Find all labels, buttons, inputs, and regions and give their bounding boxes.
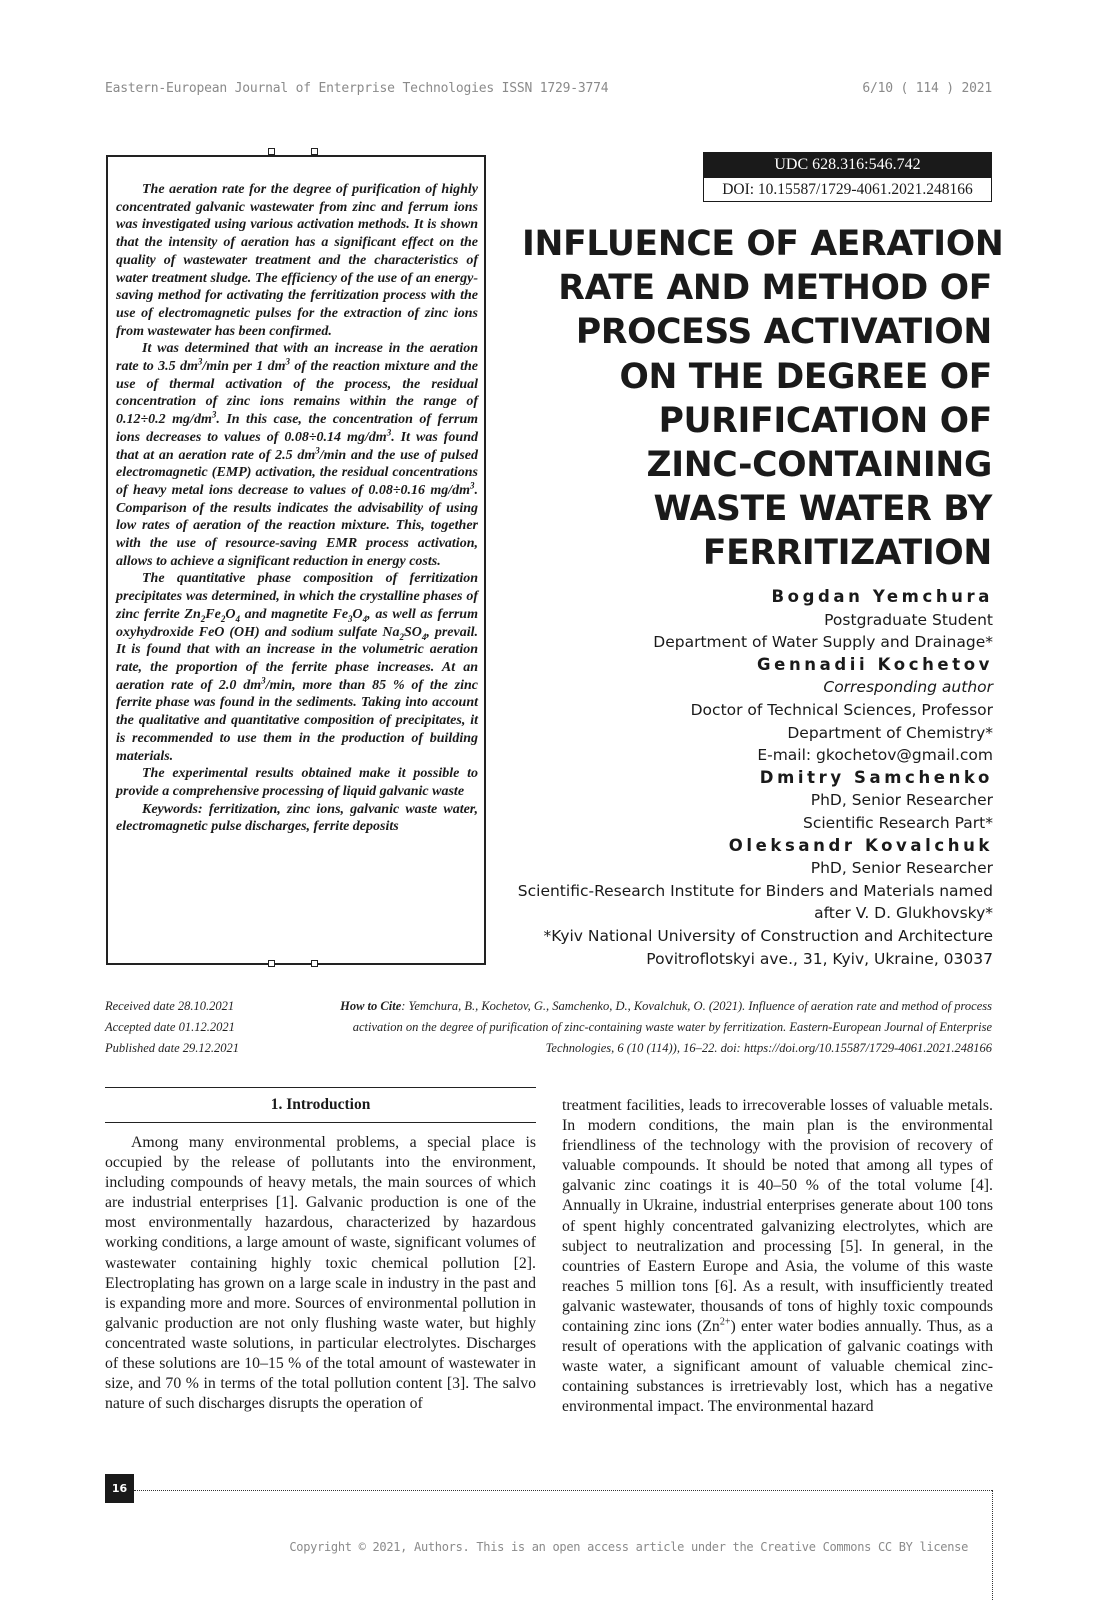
author-position: Postgraduate Student <box>824 610 993 629</box>
author-email[interactable]: E-mail: gkochetov@gmail.com <box>757 746 993 765</box>
frame-ornament <box>268 960 275 967</box>
frame-ornament <box>311 960 318 967</box>
abstract-paragraph: The quantitative phase composition of ferritization precipitates was determined, in which the crystalline phases of zinc ferrite $Zn_2Fe_2O_4$ and magnetite $Fe_3O_4$, as well as ferrum oxyhydroxide FeO (OH) and sodium sulfate $Na_2SO_4$, prevail. It is found that with an increase in the volumetric aeration rate, the proportion of the ferrite phase increases. At an aeration rate of 2.0 $dm^3/\min$, more than 85 % of the zinc ferrite phase was found in the sediments. Taking into account the qualitative and quantitative composition of precipitates, it is recommended to use them in the production of building materials. <box>116 571 478 764</box>
udc-badge: UDC 628.316:546.742 <box>703 152 992 177</box>
copyright-notice: Copyright © 2021, Authors. This is an open access article under the Creative Commons CC BY license <box>289 1540 968 1554</box>
title-line: ON THE DEGREE OF <box>619 356 992 397</box>
how-to-cite <box>292 996 992 1059</box>
frame-ornament <box>268 148 275 155</box>
authors-block <box>473 586 993 970</box>
title-line: PURIFICATION OF <box>658 400 992 441</box>
body-paragraph: treatment facilities, leads to irrecoverable losses of valuable metals. In modern conditions, the main plan is the environmental friendliness of the technology with the provision of recovery of valuable compounds. It should be noted that among all types of galvanic zinc coatings it is 40–50 % of the total volume [4]. Annually in Ukraine, industrial enterprises generate about 100 tons of spent highly concentrated galvanizing electrolytes, which are subject to neutralization and processing [5]. In general, in the countries of Eastern Europe and Asia, the volume of this waste reaches 5 million tons [6]. As a result, with insufficiently treated galvanic wastewater, thousands of tons of highly toxic compounds containing zinc ions $(Zn^{2+})$ enter water bodies annually. Thus, as a result of operations with the application of galvanic coatings with waste water, a significant amount of valuable chemical zinc-containing substances is irretrievably lost, which has a negative environmental impact. The environmental hazard <box>562 1097 994 1416</box>
title-line: FERRITIZATION <box>702 533 992 574</box>
citation-line: Technologies, 6 (10 (114)), 16–22. doi: https://doi.org/10.15587/1729-4061.2021.248166 <box>545 1041 992 1055</box>
journal-header: Eastern-European Journal of Enterprise Technologies ISSN 1729-3774 <box>105 81 609 96</box>
author-affiliation: after V. D. Glukhovsky* <box>814 904 993 923</box>
page-number: 16 <box>105 1474 134 1503</box>
citation-line: How to Cite: Yemchura, B., Kochetov, G., Samchenko, D., Kovalchuk, O. (2021). Influence of aeration rate and method of process <box>340 999 992 1013</box>
article-title <box>522 222 1004 576</box>
abstract-paragraph: The aeration rate for the degree of purification of highly concentrated galvanic wastewater from zinc and ferrum ions was investigated using various activation methods. It is shown that the intensity of aeration has a significant effect on the quality of wastewater treatment and the characteristics of water treatment sludge. The efficiency of the use of an energy-saving method for activating the ferritization process with the use of electromagnetic pulses for the extraction of zinc ions from wastewater has been confirmed. <box>116 182 478 339</box>
intro-column-right <box>562 1096 993 1418</box>
issue-number: 6/10 ( 114 ) 2021 <box>862 81 992 96</box>
accepted-date: Accepted date 01.12.2021 <box>105 1020 235 1034</box>
author-position: Doctor of Technical Sciences, Professor <box>690 700 993 719</box>
keywords: Keywords: ferritization, zinc ions, galvanic waste water, electromagnetic pulse discharges, ferrite deposits <box>116 801 478 835</box>
doi-link[interactable]: DOI: 10.15587/1729-4061.2021.248166 <box>703 177 992 202</box>
author-affiliation: Scientific Research Part* <box>803 813 993 832</box>
author-name: Bogdan Yemchura <box>771 587 993 606</box>
author-position: PhD, Senior Researcher <box>810 859 993 878</box>
footer-divider <box>992 1490 993 1600</box>
author-affiliation: Department of Water Supply and Drainage* <box>653 633 993 652</box>
frame-ornament <box>311 148 318 155</box>
author-name: Dmitry Samchenko <box>759 767 993 787</box>
footer-divider <box>134 1490 992 1491</box>
section-heading: 1. Introduction <box>105 1087 536 1123</box>
abstract-paragraph: It was determined that with an increase in the aeration rate to 3.5 $dm^3/\min$ per 1 $dm^3$ of the reaction mixture and the use of thermal activation of the process, the residual concentration of zinc ions remains within the range of 0.12÷0.2 $mg/dm^3$. In this case, the concentration of ferrum ions decreases to values of 0.08÷0.14 $mg/dm^3$. It was found that at an aeration rate of 2.5 $dm^3/\min$ and the use of pulsed electromagnetic (EMP) activation, the residual concentrations of heavy metal ions decrease to values of 0.08÷0.16 $mg/dm^3$. Comparison of the results indicates the advisability of using low rates of aeration of the reaction mixture. This, together with the use of resource-saving EMR process activation, allows to achieve a significant reduction in energy costs. <box>116 341 478 569</box>
author-position: PhD, Senior Researcher <box>810 791 993 810</box>
article-dates <box>105 996 239 1059</box>
title-line: INFLUENCE OF AERATION <box>522 224 1004 264</box>
author-affiliation: Department of Chemistry* <box>787 723 993 742</box>
author-affiliation: Scientific-Research Institute for Binders and Materials named <box>517 881 993 900</box>
received-date: Received date 28.10.2021 <box>105 999 235 1013</box>
title-line: RATE AND METHOD OF <box>558 268 992 309</box>
abstract <box>116 181 478 836</box>
title-line: PROCESS ACTIVATION <box>575 312 992 353</box>
abstract-paragraph: The experimental results obtained make it possible to provide a comprehensive processing of liquid galvanic waste <box>116 766 478 799</box>
body-paragraph: Among many environmental problems, a special place is occupied by the release of pollutants into the environment, including compounds of heavy metals, the main sources of which are industrial enterprises [1]. Galvanic production is one of the most environmentally hazardous, characterized by hazardous working conditions, a large amount of waste, significant volumes of wastewater containing highly toxic chemical pollution [2]. Electroplating has grown on a large scale in industry in the past and is expanding more and more. Sources of environmental pollution in galvanic production are not only flushing waste water, but highly concentrated waste solutions, in particular electrolytes. Discharges of these solutions are 10–15 % of the total amount of wastewater in size, and 70 % in terms of the total pollution content [3]. The salvo nature of such discharges disrupts the operation of <box>105 1134 536 1413</box>
institution: *Kyiv National University of Construction and Architecture <box>543 926 993 945</box>
author-name: Oleksandr Kovalchuk <box>728 835 993 855</box>
title-line: WASTE WATER BY <box>653 489 992 530</box>
institution-address: Povitroflotskyi ave., 31, Kyiv, Ukraine, 03037 <box>646 949 993 968</box>
title-line: ZINC-CONTAINING <box>646 445 992 486</box>
published-date: Published date 29.12.2021 <box>105 1041 240 1055</box>
author-name: Gennadii Kochetov <box>757 654 993 674</box>
intro-column-left <box>105 1133 536 1414</box>
citation-line: activation on the degree of purification of zinc-containing waste water by ferritization. Eastern-European Journal of Enterprise <box>352 1020 992 1034</box>
corresponding-author-label: Corresponding author <box>823 678 993 697</box>
